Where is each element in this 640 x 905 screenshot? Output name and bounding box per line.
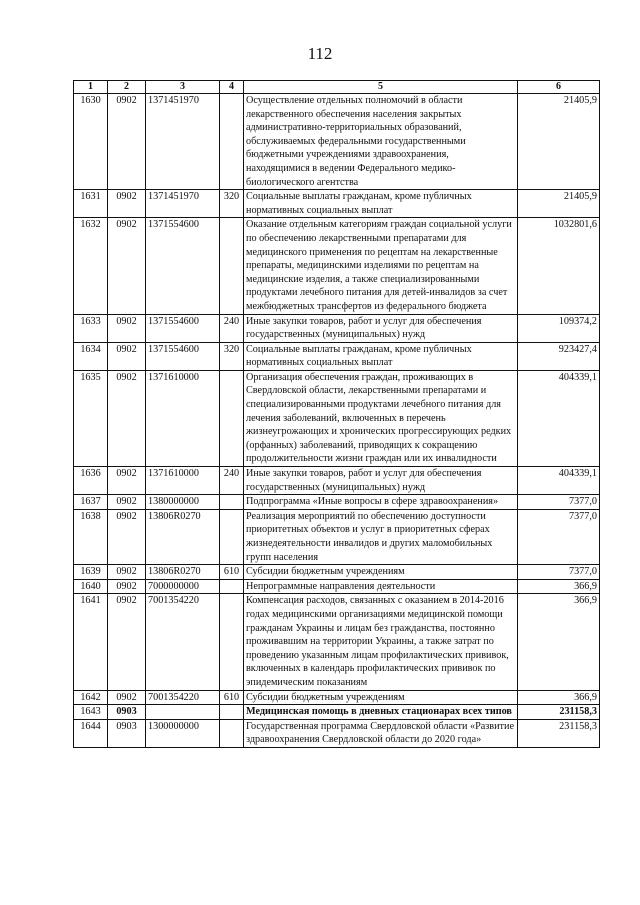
expense-type [220,495,244,510]
table-row [74,370,600,466]
row-number: 1638 [74,509,108,564]
budget-table [73,80,600,748]
target-code: 1371554600 [146,218,220,314]
section-code: 0902 [108,690,146,705]
target-code: 1371554600 [146,342,220,370]
header-col-1: 1 [74,81,108,94]
item-name: Государственная программа Свердловской области «Развитие здравоохранения Свердловской области до 2020 года» [244,719,518,747]
amount: 404339,1 [518,370,600,466]
table-row [74,594,600,690]
target-code: 1371610000 [146,467,220,495]
header-col-5: 5 [244,81,518,94]
row-number: 1641 [74,594,108,690]
amount: 366,9 [518,690,600,705]
row-number: 1630 [74,94,108,190]
row-number: 1640 [74,579,108,594]
table-row [74,495,600,510]
expense-type: 320 [220,190,244,218]
section-code: 0902 [108,495,146,510]
row-number: 1635 [74,370,108,466]
section-code: 0902 [108,218,146,314]
page-number: 112 [307,44,333,63]
section-code: 0902 [108,314,146,342]
table-row [74,94,600,190]
item-name: Осуществление отдельных полномочий в области лекарственного обеспечения населения закрытых административно-территориальных образований, обслуживаемых федеральными государственными бюджетными учреждениями здравоохранения, находящимися в ведении Федерального медико-биологического агентства [244,94,518,190]
section-code: 0902 [108,342,146,370]
section-code: 0902 [108,190,146,218]
item-name: Медицинская помощь в дневных стационарах всех типов [244,705,518,720]
amount: 404339,1 [518,467,600,495]
header-col-4: 4 [220,81,244,94]
expense-type: 240 [220,467,244,495]
item-name: Оказание отдельным категориям граждан социальной услуги по обеспечению лекарственными препаратами для медицинского применения по рецептам на лекарственные препараты, медицинскими изделиями по рецептам на медицинские изделия, а также специализированными продуктами лечебного питания для детей-инвалидов за счет межбюджетных трансфертов из федерального бюджета [244,218,518,314]
item-name: Непрограммные направления деятельности [244,579,518,594]
expense-type [220,594,244,690]
amount: 923427,4 [518,342,600,370]
expense-type: 320 [220,342,244,370]
target-code: 1300000000 [146,719,220,747]
amount: 21405,9 [518,190,600,218]
target-code: 1371451970 [146,94,220,190]
target-code: 1380000000 [146,495,220,510]
expense-type: 610 [220,690,244,705]
section-code: 0902 [108,579,146,594]
amount: 231158,3 [518,719,600,747]
section-code: 0902 [108,370,146,466]
table-row [74,190,600,218]
section-code: 0902 [108,565,146,580]
expense-type [220,218,244,314]
expense-type [220,509,244,564]
item-name: Субсидии бюджетным учреждениям [244,690,518,705]
target-code: 1371610000 [146,370,220,466]
expense-type [220,370,244,466]
section-code: 0902 [108,467,146,495]
section-code: 0903 [108,705,146,720]
item-name: Организация обеспечения граждан, проживающих в Свердловской области, лекарственными препаратами и специализированными продуктами лечебного питания для лечения заболеваний, включенных в перечень жизнеугрожающих и хронических прогрессирующих редких (орфанных) заболеваний, приводящих к сокращению продолжительности жизни граждан или их инвалидности [244,370,518,466]
header-col-3: 3 [146,81,220,94]
amount: 7377,0 [518,509,600,564]
table-row [74,719,600,747]
header-col-6: 6 [518,81,600,94]
header-row [74,81,600,94]
item-name: Реализация мероприятий по обеспечению доступности приоритетных объектов и услуг в приоритетных сферах жизнедеятельности инвалидов и других маломобильных групп населения [244,509,518,564]
row-number: 1632 [74,218,108,314]
target-code: 7001354220 [146,594,220,690]
item-name: Социальные выплаты гражданам, кроме публичных нормативных социальных выплат [244,342,518,370]
target-code: 7001354220 [146,690,220,705]
row-number: 1642 [74,690,108,705]
item-name: Субсидии бюджетным учреждениям [244,565,518,580]
expense-type [220,579,244,594]
table-row [74,314,600,342]
table-row [74,579,600,594]
target-code: 7000000000 [146,579,220,594]
target-code: 13806R0270 [146,509,220,564]
table-row [74,342,600,370]
table-row [74,218,600,314]
item-name: Социальные выплаты гражданам, кроме публичных нормативных социальных выплат [244,190,518,218]
amount: 109374,2 [518,314,600,342]
expense-type: 610 [220,565,244,580]
expense-type: 240 [220,314,244,342]
item-name: Иные закупки товаров, работ и услуг для обеспечения государственных (муниципальных) нужд [244,314,518,342]
target-code: 13806R0270 [146,565,220,580]
section-code: 0902 [108,594,146,690]
amount: 7377,0 [518,495,600,510]
table-row [74,509,600,564]
table-row [74,467,600,495]
amount: 366,9 [518,594,600,690]
row-number: 1634 [74,342,108,370]
header-col-2: 2 [108,81,146,94]
item-name: Компенсация расходов, связанных с оказанием в 2014-2016 годах медицинскими организациями медицинской помощи гражданам Украины и лицам без гражданства, постоянно проживавшим на территории Украины, а также затрат по проведению указанным лицам профилактических прививок, включенных в календарь профилактических прививок по эпидемическим показаниям [244,594,518,690]
amount: 7377,0 [518,565,600,580]
row-number: 1644 [74,719,108,747]
table-row [74,690,600,705]
target-code [146,705,220,720]
section-code: 0902 [108,94,146,190]
section-code: 0902 [108,509,146,564]
expense-type [220,705,244,720]
row-number: 1637 [74,495,108,510]
row-number: 1639 [74,565,108,580]
row-number: 1643 [74,705,108,720]
amount: 366,9 [518,579,600,594]
row-number: 1633 [74,314,108,342]
row-number: 1631 [74,190,108,218]
expense-type [220,719,244,747]
amount: 21405,9 [518,94,600,190]
amount: 231158,3 [518,705,600,720]
section-code: 0903 [108,719,146,747]
expense-type [220,94,244,190]
row-number: 1636 [74,467,108,495]
item-name: Иные закупки товаров, работ и услуг для обеспечения государственных (муниципальных) нужд [244,467,518,495]
target-code: 1371554600 [146,314,220,342]
table-row [74,565,600,580]
amount: 1032801,6 [518,218,600,314]
item-name: Подпрограмма «Иные вопросы в сфере здравоохранения» [244,495,518,510]
table-row [74,705,600,720]
target-code: 1371451970 [146,190,220,218]
